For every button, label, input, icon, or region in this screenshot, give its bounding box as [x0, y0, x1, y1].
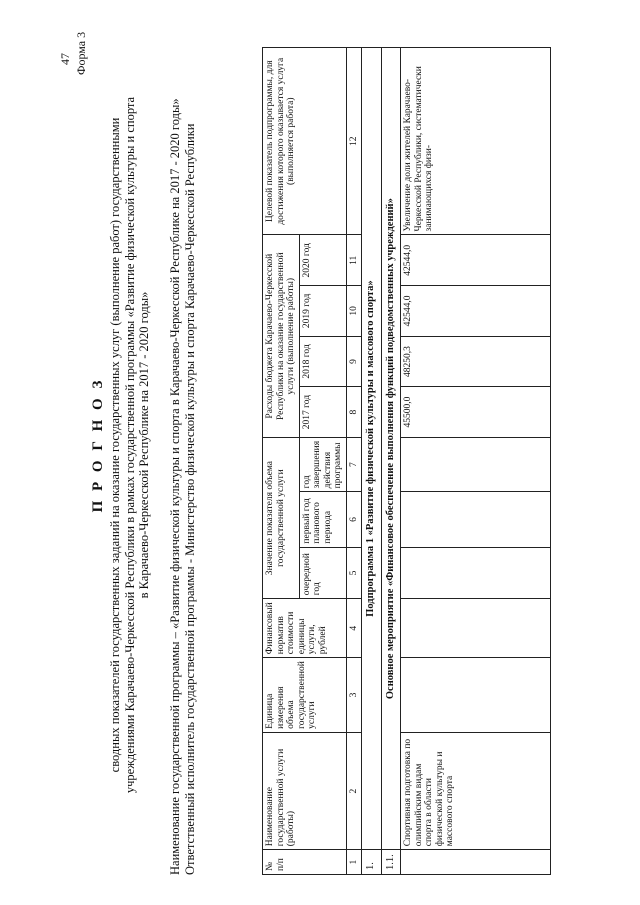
header-2019: 2019 год [299, 286, 346, 337]
col-num: 12 [346, 48, 362, 235]
col-num: 1 [346, 850, 362, 875]
row-vol-last [401, 437, 551, 491]
header-2020: 2020 год [299, 235, 346, 286]
col-num: 9 [346, 336, 362, 387]
header-budget-group: Расходы бюджета Карачаево-Черкесской Республики на оказание государственной услуги (выполнение работы) [263, 235, 300, 437]
header-vol-first: первый год планового периода [299, 492, 346, 547]
activity-row [381, 48, 401, 875]
col-num: 8 [346, 387, 362, 438]
col-num: 2 [346, 732, 362, 849]
form-label: Форма 3 [74, 31, 88, 75]
row-vol-next [401, 547, 551, 599]
row-vol-first [401, 492, 551, 547]
subprogram-number: 1. [362, 850, 382, 875]
program-name: Наименование государственной программы – «Развитие физической культуры и спорта в Карачаево-Черкесской Республике на 2017 - 2020 годы» [168, 98, 182, 875]
header-service-name: Наименование государственной услуги (работы) [263, 732, 347, 849]
row-2019: 42544,0 [401, 286, 551, 337]
activity-number: 1.1. [381, 850, 401, 875]
header-unit: Единица измерения объема государственной услуги [263, 658, 347, 733]
col-num: 7 [346, 437, 362, 491]
activity-title: Основное мероприятие «Финансовое обеспечение выполнения функций подведомственных учреждений» [381, 48, 401, 850]
row-number [401, 850, 551, 875]
header-2018: 2018 год [299, 336, 346, 387]
row-cost-norm [401, 599, 551, 658]
program-executor: Ответственный исполнитель государственной программы - Министерство физической культуры и спорта Карачаево-Черкесской Республики [182, 123, 197, 875]
program-meta [168, 55, 197, 875]
header-vol-next: очередной год [299, 547, 346, 599]
col-num: 3 [346, 658, 362, 733]
header-2017: 2017 год [299, 387, 346, 438]
header-target: Целевой показатель подпрограммы, для достижения которого оказывается услуга (выполняется работа) [263, 48, 347, 235]
col-num: 4 [346, 599, 362, 658]
header-volume-group: Значение показателя объема государственной услуги [263, 437, 300, 598]
col-num: 11 [346, 235, 362, 286]
row-unit [401, 658, 551, 733]
header-no: № п/п [263, 850, 347, 875]
row-service: Спортивная подготовка по олимпийским видам спорта в области физической культуры и массового спорта [401, 732, 551, 849]
subprogram-title: Подпрограмма 1 «Развитие физической культуры и массового спорта» [362, 48, 382, 850]
document-title: П Р О Г Н О З [90, 377, 106, 513]
column-number-row [346, 48, 362, 875]
document-subtitle: сводных показателей государственных заданий на оказание государственных услуг (выполнение работ) государственными учреждениями Карачаево-Черкесской Республики в рамках государственной программы «Развитие физической культуры и спорта в Карачаево-Черкесской Республике на 2017 - 2020 годы» [108, 96, 151, 794]
header-row-1 [263, 48, 300, 875]
row-target: Увеличение доли жителей Карачаево-Черкесской Республики, систематически занимающихся физи- [401, 48, 551, 235]
page-number: 47 [58, 53, 72, 65]
header-cost-norm: Финансовый норматив стоимости единицы услуги, рублей [263, 599, 347, 658]
col-num: 10 [346, 286, 362, 337]
row-2020: 42544,0 [401, 235, 551, 286]
col-num: 5 [346, 547, 362, 599]
subprogram-row [362, 48, 382, 875]
table-row [401, 48, 551, 875]
forecast-table [262, 47, 551, 875]
header-vol-last: год завершения действия программы [299, 437, 346, 491]
col-num: 6 [346, 492, 362, 547]
row-2017: 45500,0 [401, 387, 551, 438]
row-2018: 48250,3 [401, 336, 551, 387]
